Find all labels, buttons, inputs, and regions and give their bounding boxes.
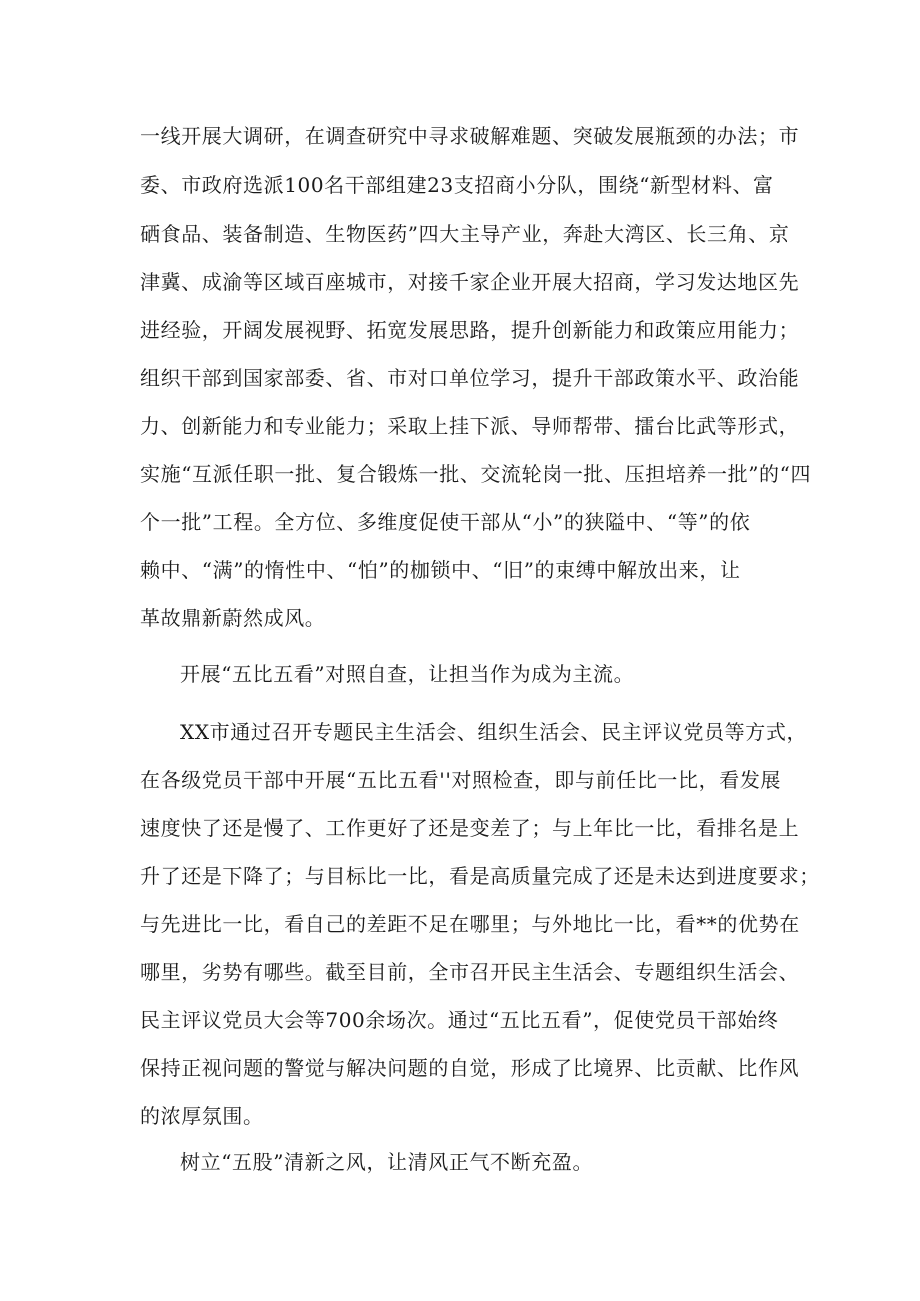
text-line: 个一批”工程。全方位、多维度促使干部从“小”的狭隘中、“等”的依 (140, 510, 751, 534)
text-line: 进经验，开阔发展视野、拓宽发展思路，提升创新能力和政策应用能力； (140, 318, 800, 342)
text-line: 赖中、“满”的惰性中、“怕”的枷锁中、“旧”的束缚中解放出来，让 (140, 558, 741, 582)
text-line: 升了还是下降了；与目标比一比，看是高质量完成了还是未达到进度要求； (140, 864, 820, 888)
text-line: 实施“互派任职一批、复合锻炼一批、交流轮岗一批、压担培养一批”的“四 (140, 462, 812, 486)
text-line: 保持正视问题的警觉与解决问题的自觉，形成了比境界、比贡献、比作风 (140, 1056, 800, 1080)
text-line: 在各级党员干部中开展“五比五看''对照检查，即与前任比一比，看发展 (140, 768, 782, 792)
text-line: 硒食品、装备制造、生物医药”四大主导产业，奔赴大湾区、长三角、京 (140, 222, 790, 246)
text-line: XX市通过召开专题民主生活会、组织生活会、民主评议党员等方式， (180, 720, 808, 744)
text-line: 民主评议党员大会等700余场次。通过“五比五看”，促使党员干部始终 (140, 1008, 779, 1032)
text-line: 组织干部到国家部委、省、市对口单位学习，提升干部政策水平、政治能 (140, 366, 800, 390)
section-heading: 开展“五比五看”对照自查，让担当作为成为主流。 (180, 662, 635, 686)
text-line: 委、市政府选派100名干部组建23支招商小分队，围绕“新型材料、富 (140, 173, 774, 197)
section-heading: 树立“五股”清新之风，让清风正气不断充盈。 (180, 1150, 594, 1174)
text-line: 一线开展大调研，在调查研究中寻求破解难题、突破发展瓶颈的办法；市 (140, 124, 800, 148)
text-line: 的浓厚氛围。 (140, 1104, 264, 1128)
text-line: 力、创新能力和专业能力；采取上挂下派、导师帮带、擂台比武等形式， (140, 414, 800, 438)
text-line: 与先进比一比，看自己的差距不足在哪里；与外地比一比，看**的优势在 (140, 912, 800, 936)
text-line: 津冀、成渝等区域百座城市，对接千家企业开展大招商，学习发达地区先 (140, 270, 800, 294)
text-line: 革故鼎新蔚然成风。 (140, 606, 326, 630)
text-line: 速度快了还是慢了、工作更好了还是变差了；与上年比一比，看排名是上 (140, 816, 800, 840)
text-line: 哪里，劣势有哪些。截至目前，全市召开民主生活会、专题组织生活会、 (140, 960, 800, 984)
